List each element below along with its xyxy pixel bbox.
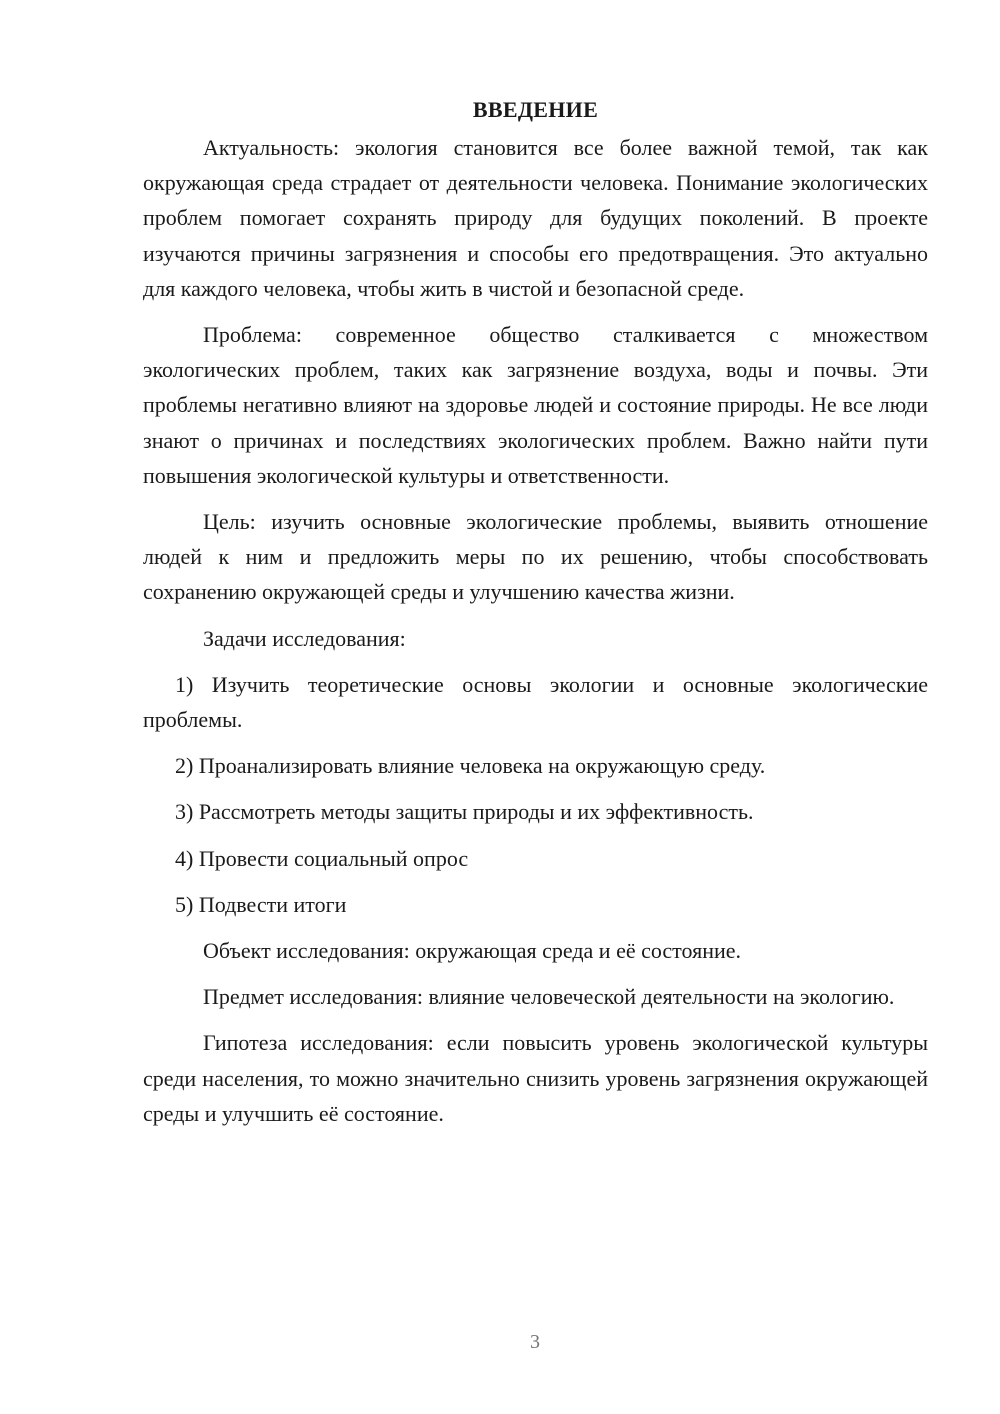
hypothesis-paragraph: Гипотеза исследования: если повысить уровень экологической культуры среди населения, то можно значительно снизить уровень загрязнения окружающей среды и улучшить её состояние.: [143, 1030, 928, 1126]
relevance-paragraph: Актуальность: экология становится все более важной темой, так как окружающая среда страдает от деятельности человека. Понимание экологических проблем помогает сохранять природу для будущих поколений. В проекте изучаются причины загрязнения и способы его предотвращения. Это актуально для каждого человека, чтобы жить в чистой и безопасной среде.: [143, 135, 928, 301]
problem-paragraph: Проблема: современное общество сталкивается с множеством экологических проблем, таких как загрязнение воздуха, воды и почвы. Эти проблемы негативно влияют на здоровье людей и состояние природы. Не все люди знают о причинах и последствиях экологических проблем. Важно найти пути повышения экологической культуры и ответственности.: [143, 322, 928, 488]
page-title: ВВЕДЕНИЕ: [472, 97, 599, 122]
object-paragraph: Объект исследования: окружающая среда и её состояние.: [203, 938, 742, 964]
document-page: [143, 92, 928, 1131]
page-number: 3: [530, 1331, 540, 1353]
task-item: 3) Рассмотреть методы защиты природы и их эффективность.: [175, 799, 754, 825]
tasks-heading: Задачи исследования:: [203, 625, 406, 651]
task-item: 4) Провести социальный опрос: [175, 845, 469, 871]
subject-paragraph: Предмет исследования: влияние человеческой деятельности на экологию.: [203, 984, 895, 1010]
task-item: 2) Проанализировать влияние человека на окружающую среду.: [175, 753, 766, 779]
goal-paragraph: Цель: изучить основные экологические проблемы, выявить отношение людей к ним и предложить меры по их решению, чтобы способствовать сохранению окружающей среды и улучшению качества жизни.: [143, 509, 928, 605]
task-item: 5) Подвести итоги: [175, 891, 347, 917]
task-item: 1) Изучить теоретические основы экологии и основные экологические проблемы.: [143, 671, 928, 733]
